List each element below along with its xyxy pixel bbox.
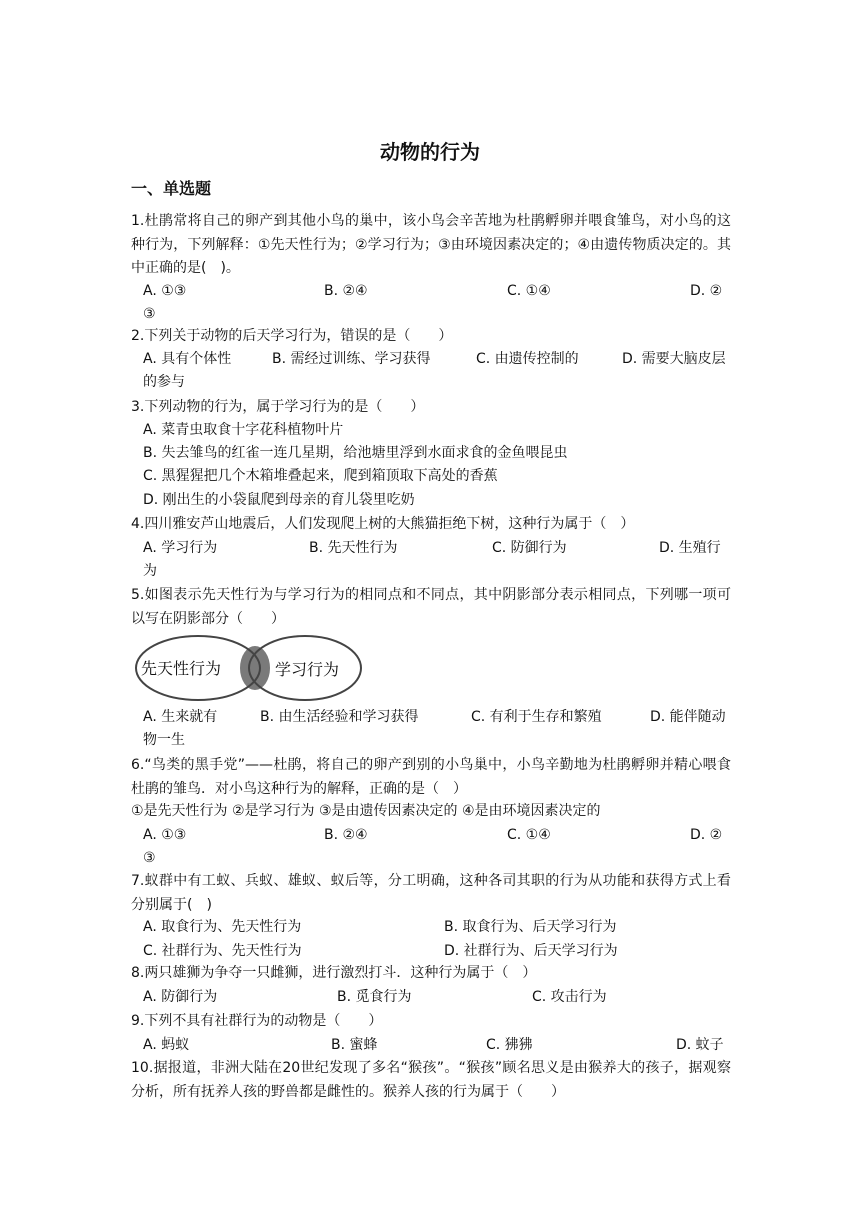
venn-diagram bbox=[133, 633, 363, 703]
question-4: 4.四川雅安芦山地震后，人们发现爬上树的大熊猫拒绝下树，这种行为属于（ ） bbox=[131, 516, 635, 532]
question-6: 6.“鸟类的黑手党”——杜鹃，将自己的卵产到别的小鸟巢中，小鸟辛勤地为杜鹃孵卵并精心喂食杜鹃的雏鸟．对小鸟这种行为的解释，正确的是（ ） bbox=[131, 757, 731, 797]
venn-label-learned: 学习行为 bbox=[275, 660, 340, 679]
q6-option-d-wrap: ③ bbox=[143, 850, 156, 866]
q3-option-a: A. 菜青虫取食十字花科植物叶片 bbox=[143, 422, 344, 438]
q5-option-b: B. 由生活经验和学习获得 bbox=[260, 709, 419, 725]
q9-option-c: C. 狒狒 bbox=[486, 1037, 533, 1053]
question-9: 9.下列不具有社群行为的动物是（ ） bbox=[131, 1013, 383, 1029]
question-10: 10.据报道，非洲大陆在20世纪发现了多名“猴孩”。“猴孩”顾名思义是由猴养大的孩子，据观察分析，所有抚养人孩的野兽都是雌性的。猴养人孩的行为属于（ ） bbox=[131, 1060, 731, 1100]
q9-option-d: D. 蚊子 bbox=[676, 1037, 724, 1053]
q1-option-c: C. ①④ bbox=[507, 283, 551, 299]
q4-option-d-wrap: 为 bbox=[143, 563, 157, 579]
q5-option-a: A. 生来就有 bbox=[143, 709, 218, 725]
q3-option-c: C. 黑猩猩把几个木箱堆叠起来，爬到箱顶取下高处的香蕉 bbox=[143, 468, 498, 484]
q3-option-b: B. 失去雏鸟的红雀一连几星期，给池塘里浮到水面求食的金鱼喂昆虫 bbox=[143, 445, 568, 461]
q9-option-a: A. 蚂蚁 bbox=[143, 1037, 190, 1053]
q2-option-d: D. 需要大脑皮层 bbox=[622, 351, 726, 367]
q4-option-a: A. 学习行为 bbox=[143, 540, 218, 556]
q7-option-a: A. 取食行为、先天性行为 bbox=[143, 919, 302, 935]
question-1: 1.杜鹃常将自己的卵产到其他小鸟的巢中，该小鸟会辛苦地为杜鹃孵卵并喂食雏鸟，对小鸟的这种行为，下列解释：①先天性行为；②学习行为；③由环境因素决定的；④由遗传物质决定的。其中正确的是( )。 bbox=[131, 213, 731, 276]
q7-option-c: C. 社群行为、先天性行为 bbox=[143, 943, 302, 959]
venn-label-innate: 先天性行为 bbox=[141, 659, 222, 678]
q6-option-b: B. ②④ bbox=[324, 827, 368, 843]
q1-option-b: B. ②④ bbox=[324, 283, 368, 299]
q6-option-c: C. ①④ bbox=[507, 827, 551, 843]
q5-option-d: D. 能伴随动 bbox=[650, 709, 726, 725]
q4-option-c: C. 防御行为 bbox=[492, 540, 567, 556]
question-3: 3.下列动物的行为，属于学习行为的是（ ） bbox=[131, 399, 425, 415]
q2-option-b: B. 需经过训练、学习获得 bbox=[272, 351, 431, 367]
question-8: 8.两只雄狮为争夺一只雌狮，进行激烈打斗．这种行为属于（ ） bbox=[131, 965, 537, 981]
q7-option-b: B. 取食行为、后天学习行为 bbox=[444, 919, 617, 935]
q3-option-d: D. 刚出生的小袋鼠爬到母亲的育儿袋里吃奶 bbox=[143, 492, 415, 508]
q6-option-d: D. ② bbox=[690, 827, 723, 843]
page-title: 动物的行为 bbox=[380, 140, 480, 164]
q1-option-d: D. ② bbox=[690, 283, 723, 299]
q2-option-d-wrap: 的参与 bbox=[143, 374, 185, 390]
section-heading: 一、单选题 bbox=[131, 179, 212, 198]
q5-option-d-wrap: 物一生 bbox=[143, 732, 185, 748]
q8-option-a: A. 防御行为 bbox=[143, 989, 218, 1005]
q8-option-c: C. 攻击行为 bbox=[532, 989, 607, 1005]
q8-option-b: B. 觅食行为 bbox=[337, 989, 412, 1005]
q6-option-a: A. ①③ bbox=[143, 827, 187, 843]
q9-option-b: B. 蜜蜂 bbox=[331, 1037, 378, 1053]
q7-option-d: D. 社群行为、后天学习行为 bbox=[444, 943, 618, 959]
q4-option-b: B. 先天性行为 bbox=[309, 540, 398, 556]
q1-option-a: A. ①③ bbox=[143, 283, 187, 299]
q2-option-a: A. 具有个体性 bbox=[143, 351, 232, 367]
question-5: 5.如图表示先天性行为与学习行为的相同点和不同点，其中阴影部分表示相同点，下列哪一项可以写在阴影部分（ ） bbox=[131, 587, 731, 627]
q1-option-d-wrap: ③ bbox=[143, 306, 156, 322]
q6-statements: ①是先天性行为 ②是学习行为 ③是由遗传因素决定的 ④是由环境因素决定的 bbox=[131, 803, 601, 819]
q4-option-d: D. 生殖行 bbox=[659, 540, 721, 556]
q2-option-c: C. 由遗传控制的 bbox=[476, 351, 579, 367]
q5-option-c: C. 有利于生存和繁殖 bbox=[471, 709, 602, 725]
question-7: 7.蚁群中有工蚁、兵蚁、雄蚁、蚁后等，分工明确，这种各司其职的行为从功能和获得方式上看分别属于( ) bbox=[131, 873, 731, 913]
question-2: 2.下列关于动物的后天学习行为，错误的是（ ） bbox=[131, 328, 453, 344]
